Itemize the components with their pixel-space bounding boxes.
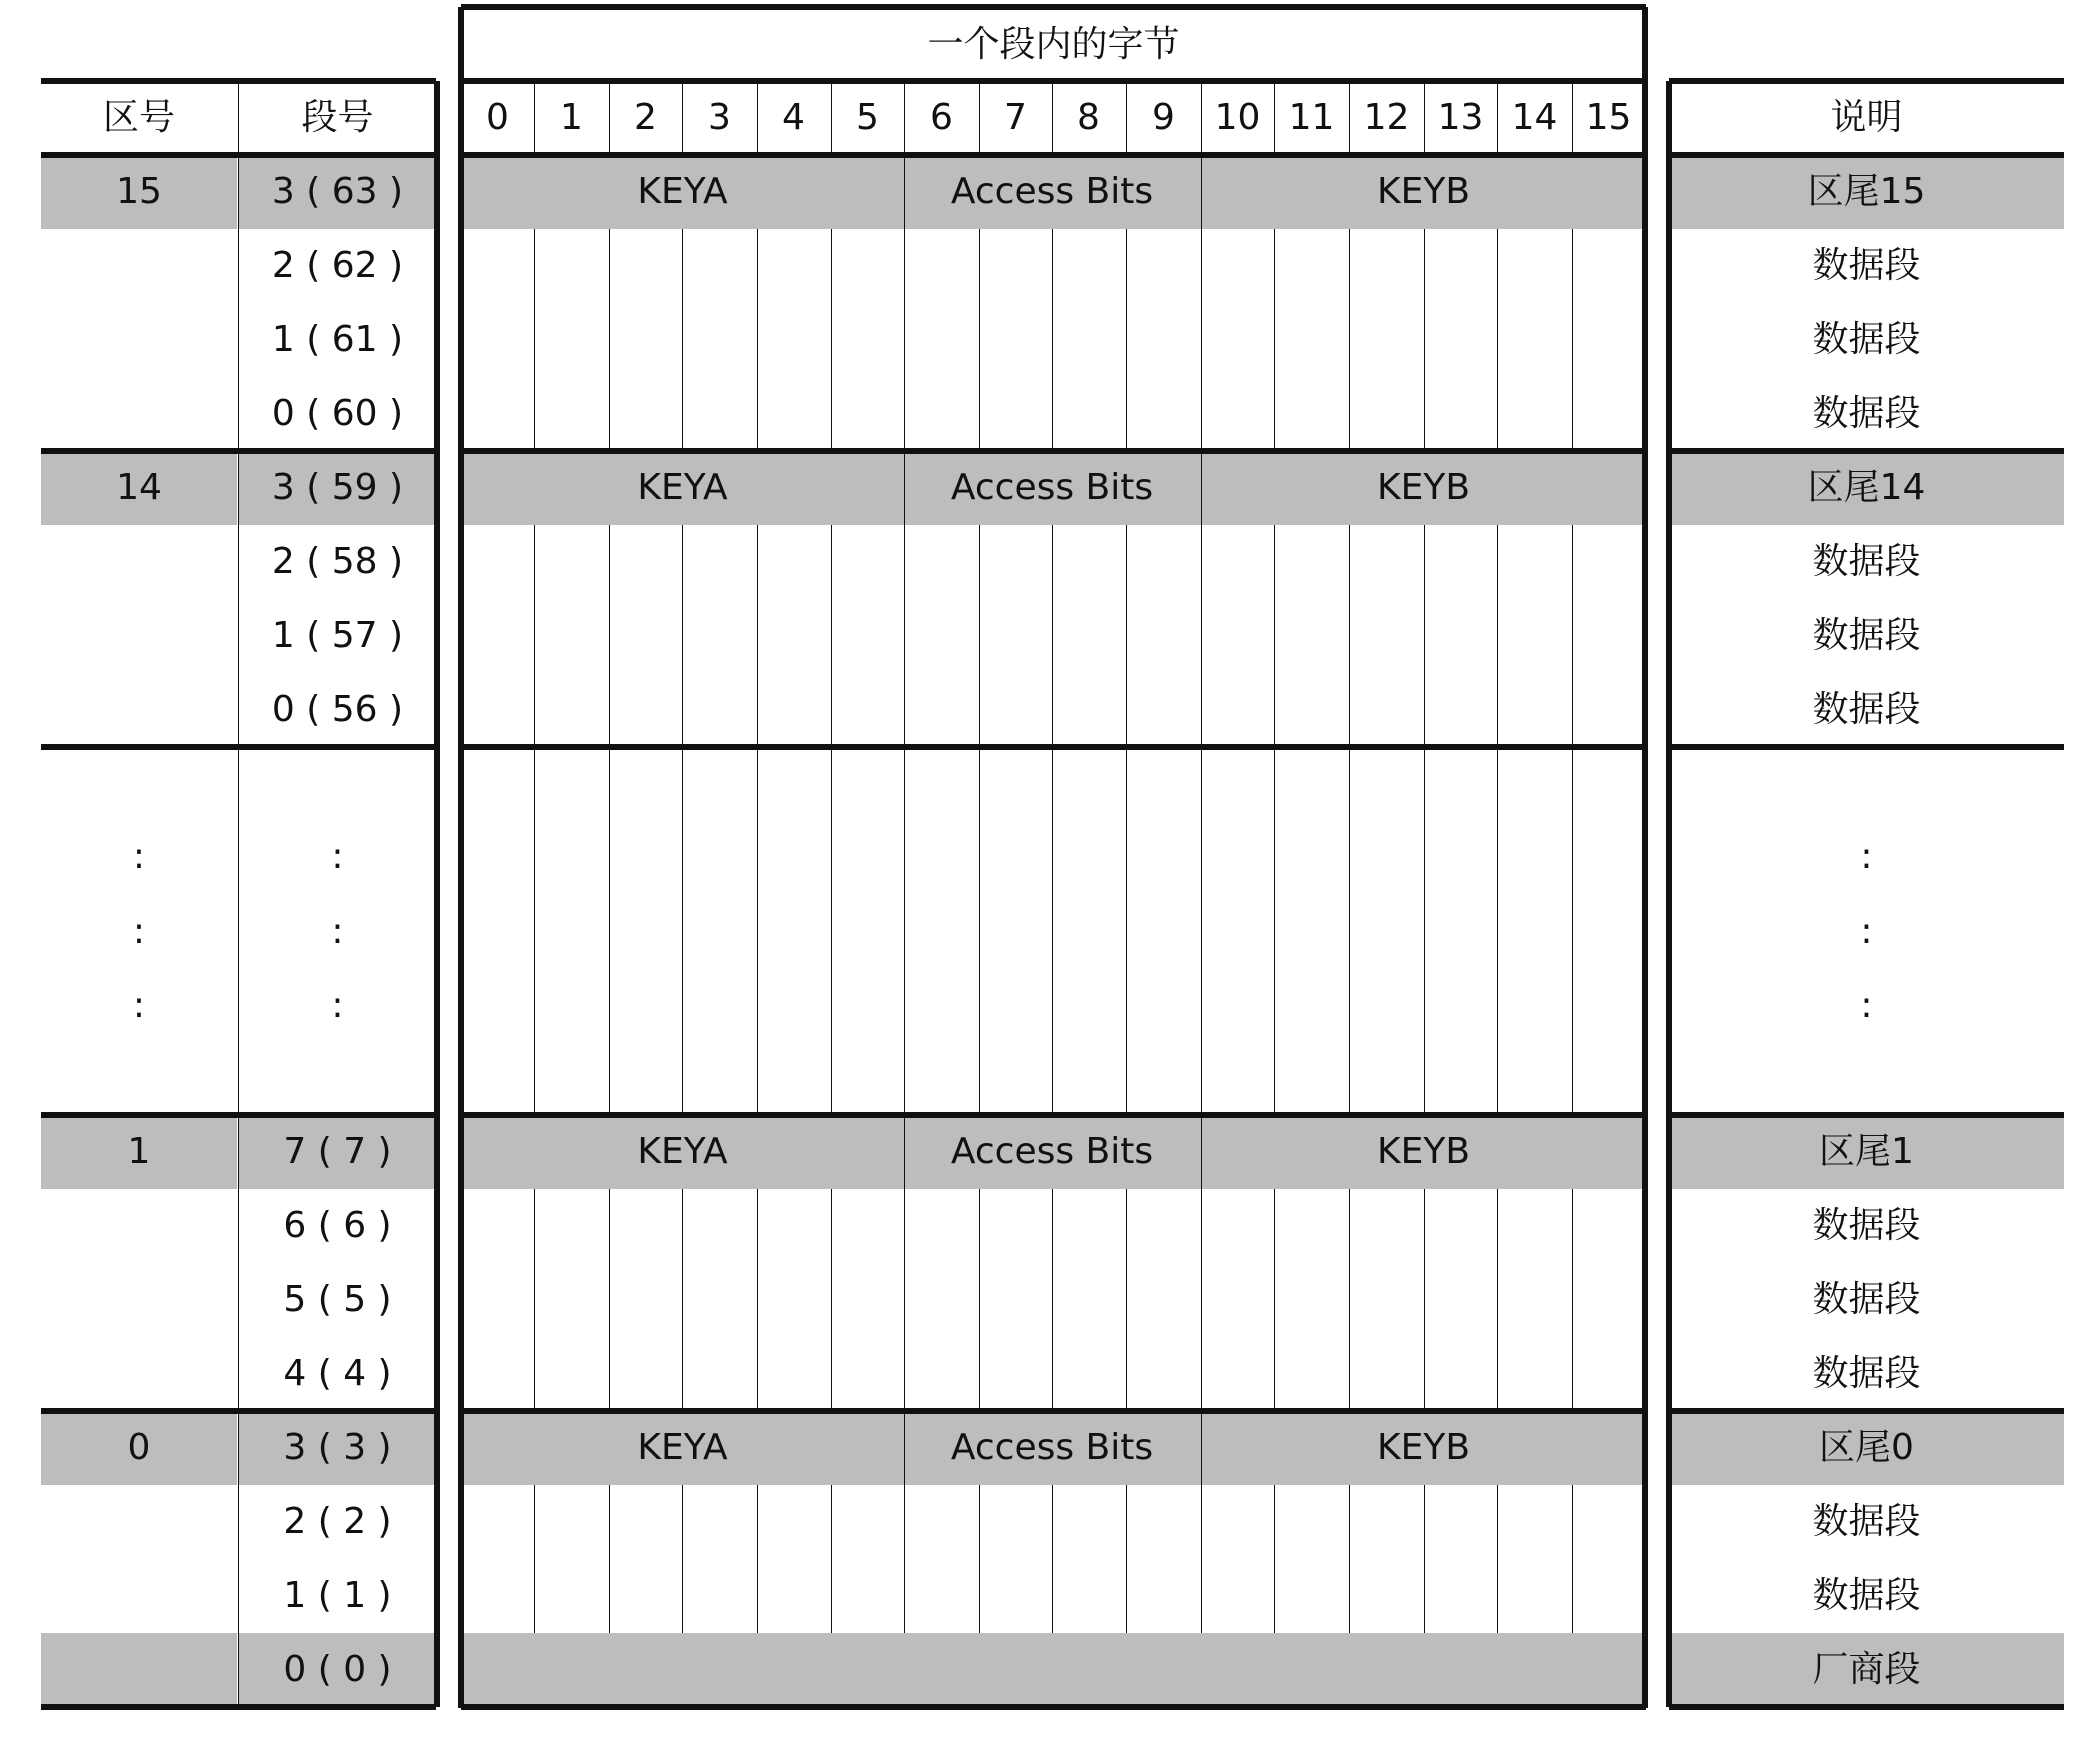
divider-line bbox=[1201, 747, 1202, 1116]
divider-line bbox=[1126, 1559, 1127, 1633]
divider-line bbox=[1572, 1337, 1573, 1411]
divider-line bbox=[1274, 229, 1275, 303]
divider-line bbox=[609, 747, 610, 1116]
segment-description: 区尾1 bbox=[1819, 1131, 1914, 1172]
byte-index-label: 8 bbox=[1077, 96, 1100, 138]
divider-line bbox=[1201, 673, 1202, 747]
byte-index-label: 0 bbox=[486, 96, 509, 138]
byte-index-label: 13 bbox=[1437, 96, 1484, 138]
divider-line bbox=[757, 1485, 758, 1559]
divider-line bbox=[904, 303, 905, 377]
divider-line bbox=[1572, 525, 1573, 599]
divider-line bbox=[682, 1485, 683, 1559]
manufacturer-shade bbox=[41, 1633, 237, 1707]
divider-line bbox=[757, 377, 758, 451]
trailer-keyb: KEYB bbox=[1376, 467, 1471, 508]
divider-line bbox=[1424, 303, 1425, 377]
divider-line bbox=[1201, 1559, 1202, 1633]
segment-description: 数据段 bbox=[1812, 1575, 1921, 1616]
divider-line bbox=[1572, 377, 1573, 451]
divider-line bbox=[1052, 303, 1053, 377]
divider-line bbox=[1052, 1189, 1053, 1263]
divider-line bbox=[979, 599, 980, 673]
divider-line bbox=[1349, 673, 1350, 747]
divider-line bbox=[1201, 525, 1202, 599]
divider-line bbox=[757, 1189, 758, 1263]
divider-line bbox=[1201, 1485, 1202, 1559]
divider-line bbox=[1349, 1263, 1350, 1337]
segment-number: 7 ( 7 ) bbox=[283, 1131, 392, 1172]
segment-description: 数据段 bbox=[1812, 615, 1921, 656]
segment-number: 1 ( 1 ) bbox=[283, 1575, 392, 1616]
divider-line bbox=[609, 599, 610, 673]
divider-line bbox=[1497, 303, 1498, 377]
divider-line bbox=[831, 303, 832, 377]
segment-description: 数据段 bbox=[1812, 393, 1921, 434]
byte-index-label: 7 bbox=[1004, 96, 1027, 138]
divider-line bbox=[979, 303, 980, 377]
divider-line bbox=[904, 377, 905, 451]
divider-line bbox=[1274, 1485, 1275, 1559]
divider-line bbox=[1349, 303, 1350, 377]
divider-line bbox=[1497, 1485, 1498, 1559]
divider-line bbox=[1274, 673, 1275, 747]
divider-line bbox=[979, 377, 980, 451]
divider-line bbox=[534, 1263, 535, 1337]
trailer-keya: KEYA bbox=[637, 1131, 728, 1172]
trailer-keya: KEYA bbox=[637, 171, 728, 212]
divider-line bbox=[757, 1263, 758, 1337]
divider-line bbox=[1349, 1189, 1350, 1263]
divider-line bbox=[979, 1559, 980, 1633]
ellipsis-symbol: : bbox=[331, 910, 344, 952]
divider-line bbox=[1424, 377, 1425, 451]
divider-line bbox=[904, 1485, 905, 1559]
divider-line bbox=[831, 1189, 832, 1263]
divider-line bbox=[1497, 229, 1498, 303]
zone-number: 15 bbox=[116, 171, 162, 212]
divider-line bbox=[1126, 1189, 1127, 1263]
divider-line bbox=[534, 377, 535, 451]
divider-line bbox=[1201, 1189, 1202, 1263]
zone-number: 0 bbox=[127, 1427, 151, 1468]
divider-line bbox=[609, 1337, 610, 1411]
divider-line bbox=[1052, 673, 1053, 747]
divider-line bbox=[904, 673, 905, 747]
divider-line bbox=[831, 673, 832, 747]
divider-line bbox=[1497, 525, 1498, 599]
desc-ellipsis bbox=[1669, 747, 2064, 1116]
trailer-access-bits: Access Bits bbox=[950, 1131, 1154, 1172]
header-desc: 说明 bbox=[1830, 96, 1903, 138]
divider-line bbox=[609, 1263, 610, 1337]
trailer-keyb: KEYB bbox=[1376, 171, 1471, 212]
divider-line bbox=[831, 747, 832, 1116]
divider-line bbox=[682, 377, 683, 451]
byte-index-label: 14 bbox=[1511, 96, 1558, 138]
divider-line bbox=[682, 599, 683, 673]
trailer-keyb: KEYB bbox=[1376, 1427, 1471, 1468]
divider-line bbox=[682, 1263, 683, 1337]
ellipsis-symbol: : bbox=[132, 910, 146, 952]
divider-line bbox=[534, 1559, 535, 1633]
byte-index-label: 5 bbox=[856, 96, 879, 138]
divider-line bbox=[1201, 1263, 1202, 1337]
divider-line bbox=[1052, 1485, 1053, 1559]
divider-line bbox=[757, 229, 758, 303]
divider-line bbox=[979, 1263, 980, 1337]
divider-line bbox=[831, 599, 832, 673]
segment-description: 数据段 bbox=[1812, 689, 1921, 730]
divider-line bbox=[1052, 229, 1053, 303]
divider-line bbox=[1424, 747, 1425, 1116]
divider-line bbox=[1274, 377, 1275, 451]
segment-description: 数据段 bbox=[1812, 541, 1921, 582]
divider-line bbox=[1126, 599, 1127, 673]
divider-line bbox=[1497, 1337, 1498, 1411]
byte-index-label: 3 bbox=[708, 96, 731, 138]
divider-line bbox=[904, 1189, 905, 1263]
divider-line bbox=[979, 1485, 980, 1559]
divider-line bbox=[757, 303, 758, 377]
divider-line bbox=[1052, 747, 1053, 1116]
segment-number: 4 ( 4 ) bbox=[283, 1353, 392, 1394]
divider-line bbox=[1497, 1263, 1498, 1337]
divider-line bbox=[1274, 303, 1275, 377]
divider-line bbox=[904, 747, 905, 1116]
divider-line bbox=[534, 1485, 535, 1559]
divider-line bbox=[1349, 1337, 1350, 1411]
divider-line bbox=[831, 1337, 832, 1411]
divider-line bbox=[609, 1189, 610, 1263]
divider-line bbox=[904, 1263, 905, 1337]
divider-line bbox=[1126, 1263, 1127, 1337]
divider-line bbox=[609, 377, 610, 451]
segment-description: 数据段 bbox=[1812, 1205, 1921, 1246]
divider-line bbox=[682, 525, 683, 599]
divider-line bbox=[1126, 303, 1127, 377]
divider-line bbox=[1274, 1337, 1275, 1411]
divider-line bbox=[1497, 599, 1498, 673]
zone-ellipsis bbox=[41, 747, 237, 1116]
ellipsis-symbol: : bbox=[132, 835, 146, 877]
segment-number: 2 ( 58 ) bbox=[271, 541, 404, 582]
divider-line bbox=[609, 1485, 610, 1559]
segment-number: 3 ( 63 ) bbox=[271, 171, 404, 212]
divider-line bbox=[1349, 377, 1350, 451]
segment-number: 0 ( 0 ) bbox=[283, 1649, 392, 1690]
divider-line bbox=[1126, 525, 1127, 599]
divider-line bbox=[1572, 1559, 1573, 1633]
segment-number: 1 ( 57 ) bbox=[271, 615, 404, 656]
divider-line bbox=[1424, 673, 1425, 747]
divider-line bbox=[1052, 599, 1053, 673]
divider-line bbox=[1497, 377, 1498, 451]
ellipsis-symbol: : bbox=[132, 985, 146, 1027]
trailer-access-bits: Access Bits bbox=[950, 467, 1154, 508]
trailer-access-bits: Access Bits bbox=[950, 1427, 1154, 1468]
divider-line bbox=[1274, 599, 1275, 673]
divider-line bbox=[1126, 747, 1127, 1116]
divider-line bbox=[831, 525, 832, 599]
divider-line bbox=[682, 229, 683, 303]
divider-line bbox=[1497, 673, 1498, 747]
byte-index-label: 6 bbox=[930, 96, 953, 138]
ellipsis-symbol: : bbox=[1860, 985, 1873, 1027]
divider-line bbox=[1497, 1559, 1498, 1633]
divider-line bbox=[1126, 673, 1127, 747]
divider-line bbox=[1349, 525, 1350, 599]
divider-line bbox=[1201, 303, 1202, 377]
header-segment: 段号 bbox=[301, 96, 374, 138]
divider-line bbox=[1424, 1337, 1425, 1411]
divider-line bbox=[534, 599, 535, 673]
divider-line bbox=[831, 1485, 832, 1559]
divider-line bbox=[1201, 599, 1202, 673]
divider-line bbox=[1052, 525, 1053, 599]
divider-line bbox=[1274, 1263, 1275, 1337]
divider-line bbox=[534, 1189, 535, 1263]
divider-line bbox=[904, 1337, 905, 1411]
divider-line bbox=[534, 673, 535, 747]
byte-index-label: 9 bbox=[1152, 96, 1175, 138]
divider-line bbox=[1572, 1485, 1573, 1559]
divider-line bbox=[1572, 1189, 1573, 1263]
header-zone: 区号 bbox=[102, 96, 175, 138]
divider-line bbox=[1424, 1189, 1425, 1263]
divider-line bbox=[757, 1337, 758, 1411]
divider-line bbox=[609, 673, 610, 747]
divider-line bbox=[1424, 599, 1425, 673]
segment-description: 数据段 bbox=[1812, 1279, 1921, 1320]
divider-line bbox=[979, 229, 980, 303]
divider-line bbox=[1424, 525, 1425, 599]
divider-line bbox=[682, 673, 683, 747]
segment-description: 区尾14 bbox=[1807, 467, 1926, 508]
segment-description: 区尾0 bbox=[1819, 1427, 1914, 1468]
divider-line bbox=[904, 1559, 905, 1633]
divider-line bbox=[1497, 1189, 1498, 1263]
divider-line bbox=[1349, 599, 1350, 673]
divider-line bbox=[1052, 377, 1053, 451]
segment-description: 数据段 bbox=[1812, 319, 1921, 360]
divider-line bbox=[1126, 1485, 1127, 1559]
divider-line bbox=[904, 229, 905, 303]
byte-index-label: 1 bbox=[560, 96, 583, 138]
divider-line bbox=[979, 673, 980, 747]
segment-description: 厂商段 bbox=[1812, 1649, 1921, 1690]
byte-index-label: 2 bbox=[634, 96, 657, 138]
divider-line bbox=[682, 747, 683, 1116]
divider-line bbox=[757, 525, 758, 599]
divider-line bbox=[757, 673, 758, 747]
segment-number: 5 ( 5 ) bbox=[283, 1279, 392, 1320]
divider-line bbox=[1349, 747, 1350, 1116]
divider-line bbox=[534, 1337, 535, 1411]
divider-line bbox=[1052, 1337, 1053, 1411]
divider-line bbox=[1274, 1189, 1275, 1263]
trailer-access-bits: Access Bits bbox=[950, 171, 1154, 212]
segment-ellipsis bbox=[238, 747, 437, 1116]
divider-line bbox=[534, 303, 535, 377]
divider-line bbox=[757, 747, 758, 1116]
segment-description: 数据段 bbox=[1812, 245, 1921, 286]
divider-line bbox=[1424, 1485, 1425, 1559]
divider-line bbox=[904, 525, 905, 599]
zone-number: 14 bbox=[116, 467, 162, 508]
divider-line bbox=[979, 1337, 980, 1411]
divider-line bbox=[1201, 1337, 1202, 1411]
divider-line bbox=[831, 377, 832, 451]
divider-line bbox=[682, 303, 683, 377]
segment-description: 数据段 bbox=[1812, 1501, 1921, 1542]
ellipsis-symbol: : bbox=[1860, 910, 1873, 952]
divider-line bbox=[1424, 229, 1425, 303]
divider-line bbox=[1349, 1559, 1350, 1633]
divider-line bbox=[831, 1263, 832, 1337]
divider-line bbox=[1126, 1337, 1127, 1411]
byte-index-label: 15 bbox=[1585, 96, 1632, 138]
divider-line bbox=[1274, 525, 1275, 599]
divider-line bbox=[1201, 377, 1202, 451]
segment-description: 区尾15 bbox=[1807, 171, 1926, 212]
divider-line bbox=[1572, 599, 1573, 673]
divider-line bbox=[609, 1559, 610, 1633]
divider-line bbox=[979, 525, 980, 599]
divider-line bbox=[1349, 1485, 1350, 1559]
segment-number: 3 ( 59 ) bbox=[271, 467, 404, 508]
divider-line bbox=[461, 744, 1646, 750]
diagram-title: 一个段内的字节 bbox=[927, 23, 1180, 65]
divider-line bbox=[534, 747, 535, 1116]
divider-line bbox=[904, 599, 905, 673]
divider-line bbox=[1126, 229, 1127, 303]
divider-line bbox=[461, 1704, 1646, 1710]
divider-line bbox=[682, 1337, 683, 1411]
divider-line bbox=[609, 229, 610, 303]
divider-line bbox=[1052, 1559, 1053, 1633]
divider-line bbox=[757, 599, 758, 673]
divider-line bbox=[1572, 747, 1573, 1116]
byte-index-label: 12 bbox=[1363, 96, 1410, 138]
divider-line bbox=[1497, 747, 1498, 1116]
divider-line bbox=[1274, 1559, 1275, 1633]
divider-line bbox=[1274, 747, 1275, 1116]
divider-line bbox=[1572, 1263, 1573, 1337]
segment-number: 0 ( 56 ) bbox=[271, 689, 404, 730]
bytes-shade bbox=[461, 1633, 1646, 1707]
ellipsis-symbol: : bbox=[331, 835, 344, 877]
divider-line bbox=[682, 1189, 683, 1263]
segment-number: 1 ( 61 ) bbox=[271, 319, 404, 360]
divider-line bbox=[534, 229, 535, 303]
zone-number: 1 bbox=[127, 1131, 151, 1172]
divider-line bbox=[979, 1189, 980, 1263]
divider-line bbox=[1052, 1263, 1053, 1337]
segment-number: 2 ( 62 ) bbox=[271, 245, 404, 286]
divider-line bbox=[1572, 673, 1573, 747]
divider-line bbox=[609, 303, 610, 377]
byte-index-label: 10 bbox=[1214, 96, 1261, 138]
trailer-keyb: KEYB bbox=[1376, 1131, 1471, 1172]
segment-number: 0 ( 60 ) bbox=[271, 393, 404, 434]
byte-index-label: 4 bbox=[782, 96, 805, 138]
trailer-keya: KEYA bbox=[637, 467, 728, 508]
divider-line bbox=[1349, 229, 1350, 303]
segment-number: 3 ( 3 ) bbox=[283, 1427, 392, 1468]
divider-line bbox=[979, 747, 980, 1116]
byte-index-label: 11 bbox=[1288, 96, 1335, 138]
segment-number: 2 ( 2 ) bbox=[283, 1501, 392, 1542]
divider-line bbox=[609, 525, 610, 599]
trailer-keya: KEYA bbox=[637, 1427, 728, 1468]
divider-line bbox=[1424, 1263, 1425, 1337]
divider-line bbox=[682, 1559, 683, 1633]
divider-line bbox=[1201, 229, 1202, 303]
divider-line bbox=[1424, 1559, 1425, 1633]
segment-number: 6 ( 6 ) bbox=[283, 1205, 392, 1246]
divider-line bbox=[1572, 303, 1573, 377]
divider-line bbox=[1126, 377, 1127, 451]
divider-line bbox=[1572, 229, 1573, 303]
ellipsis-symbol: : bbox=[331, 985, 344, 1027]
segment-description: 数据段 bbox=[1812, 1353, 1921, 1394]
divider-line bbox=[831, 1559, 832, 1633]
divider-line bbox=[534, 525, 535, 599]
ellipsis-symbol: : bbox=[1860, 835, 1873, 877]
divider-line bbox=[831, 229, 832, 303]
divider-line bbox=[757, 1559, 758, 1633]
